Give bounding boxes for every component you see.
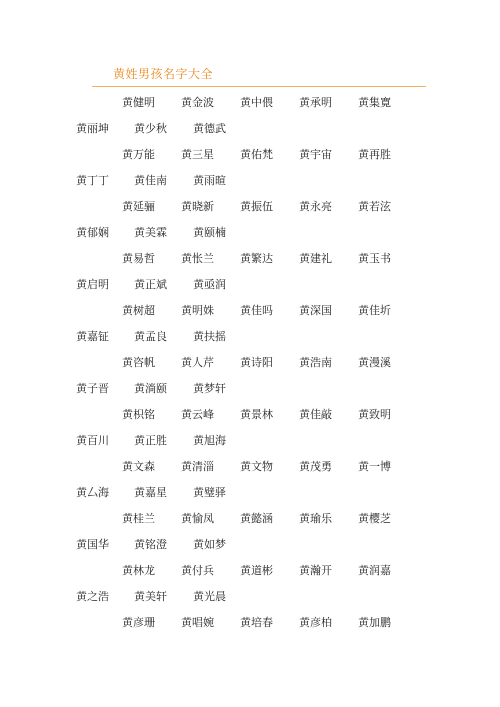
name-entry: 黄郁娴 (76, 226, 109, 239)
name-entry: 黄一博 (358, 460, 391, 473)
name-entry: 黄若泫 (358, 200, 391, 213)
name-entry: 黄彦柏 (299, 616, 332, 629)
name-entry: 黄繁达 (240, 252, 273, 265)
name-entry: 黄百川 (76, 434, 109, 447)
name-entry: 黄中偎 (240, 96, 273, 109)
name-entry: 黄茂勇 (299, 460, 332, 473)
name-line (0, 532, 500, 558)
name-entry: 黄颐楠 (193, 226, 226, 239)
name-entry: 黄嘉钲 (76, 330, 109, 343)
name-entry: 黄嘉星 (134, 486, 167, 499)
name-entry: 黄漫溪 (358, 356, 391, 369)
name-entry: 黄清淄 (181, 460, 214, 473)
name-entry: 黄培春 (240, 616, 273, 629)
name-entry: 黄璧驿 (193, 486, 226, 499)
name-entry: 黄云峰 (181, 408, 214, 421)
name-entry: 黄景林 (240, 408, 273, 421)
name-entry: 黄怅兰 (181, 252, 214, 265)
name-line (0, 506, 500, 532)
name-entry: 黄人芹 (181, 356, 214, 369)
name-entry: 黄厶海 (76, 486, 109, 499)
name-entry: 黄铭澄 (134, 538, 167, 551)
name-line (0, 298, 500, 324)
name-entry: 黄光晨 (193, 590, 226, 603)
name-entry: 黄枳铭 (122, 408, 155, 421)
page-title: 黄姓男孩名字大全 (113, 67, 214, 81)
name-entry: 黄佳敲 (299, 408, 332, 421)
name-entry: 黄深国 (299, 304, 332, 317)
name-entry: 黄丁丁 (76, 174, 109, 187)
name-line (0, 480, 500, 506)
name-entry: 黄加鹏 (358, 616, 391, 629)
name-entry: 黄树超 (122, 304, 155, 317)
name-entry: 黄桂兰 (122, 512, 155, 525)
name-line (0, 246, 500, 272)
name-entry: 黄美轩 (134, 590, 167, 603)
name-line (0, 116, 500, 142)
name-entry: 黄万能 (122, 148, 155, 161)
name-entry: 黄咨帆 (122, 356, 155, 369)
name-entry: 黄美霖 (134, 226, 167, 239)
name-entry: 黄如梦 (193, 538, 226, 551)
name-entry: 黄雨暄 (193, 174, 226, 187)
name-entry: 黄樱芝 (358, 512, 391, 525)
name-line (0, 142, 500, 168)
name-entry: 黄国华 (76, 538, 109, 551)
name-line (0, 90, 500, 116)
name-entry: 黄佳圻 (358, 304, 391, 317)
name-entry: 黄之浩 (76, 590, 109, 603)
name-entry: 黄德武 (193, 122, 226, 135)
name-entry: 黄孟良 (134, 330, 167, 343)
name-entry: 黄晓新 (181, 200, 214, 213)
name-list (0, 90, 500, 636)
name-line (0, 194, 500, 220)
name-entry: 黄淌颐 (134, 382, 167, 395)
name-entry: 黄致明 (358, 408, 391, 421)
name-line (0, 584, 500, 610)
name-entry: 黄玉书 (358, 252, 391, 265)
name-entry: 黄扶摇 (193, 330, 226, 343)
name-entry: 黄唱婉 (181, 616, 214, 629)
name-entry: 黄文森 (122, 460, 155, 473)
name-entry: 黄健明 (122, 96, 155, 109)
name-entry: 黄懿涵 (240, 512, 273, 525)
name-line (0, 350, 500, 376)
name-entry: 黄旭海 (193, 434, 226, 447)
name-entry: 黄佳吗 (240, 304, 273, 317)
name-entry: 黄丽坤 (76, 122, 109, 135)
name-entry: 黄梦轩 (193, 382, 226, 395)
name-entry: 黄亟润 (193, 278, 226, 291)
name-line (0, 220, 500, 246)
name-entry: 黄愉凤 (181, 512, 214, 525)
name-entry: 黄浩南 (299, 356, 332, 369)
name-line (0, 168, 500, 194)
name-entry: 黄建礼 (299, 252, 332, 265)
name-line (0, 376, 500, 402)
name-line (0, 610, 500, 636)
name-entry: 黄集寛 (358, 96, 391, 109)
name-line (0, 558, 500, 584)
name-line (0, 428, 500, 454)
name-entry: 黄道彬 (240, 564, 273, 577)
name-entry: 黄润嘉 (358, 564, 391, 577)
title-underline (92, 86, 426, 87)
name-line (0, 454, 500, 480)
name-entry: 黄明姝 (181, 304, 214, 317)
name-entry: 黄佑梵 (240, 148, 273, 161)
name-line (0, 402, 500, 428)
name-entry: 黄诗阳 (240, 356, 273, 369)
name-entry: 黄再胜 (358, 148, 391, 161)
name-line (0, 324, 500, 350)
name-entry: 黄振伍 (240, 200, 273, 213)
name-entry: 黄少秋 (134, 122, 167, 135)
name-entry: 黄正胜 (134, 434, 167, 447)
name-entry: 黄付兵 (181, 564, 214, 577)
name-entry: 黄永亮 (299, 200, 332, 213)
name-entry: 黄易哲 (122, 252, 155, 265)
name-line (0, 272, 500, 298)
name-entry: 黄启明 (76, 278, 109, 291)
name-entry: 黄文物 (240, 460, 273, 473)
name-entry: 黄彦珊 (122, 616, 155, 629)
name-entry: 黄佳南 (134, 174, 167, 187)
name-entry: 黄子晋 (76, 382, 109, 395)
name-entry: 黄金波 (181, 96, 214, 109)
name-entry: 黄正斌 (134, 278, 167, 291)
name-entry: 黄承明 (299, 96, 332, 109)
name-entry: 黄瀚开 (299, 564, 332, 577)
name-entry: 黄三星 (181, 148, 214, 161)
name-entry: 黄延骊 (122, 200, 155, 213)
name-entry: 黄瑜乐 (299, 512, 332, 525)
name-entry: 黄宇宙 (299, 148, 332, 161)
name-entry: 黄林龙 (122, 564, 155, 577)
